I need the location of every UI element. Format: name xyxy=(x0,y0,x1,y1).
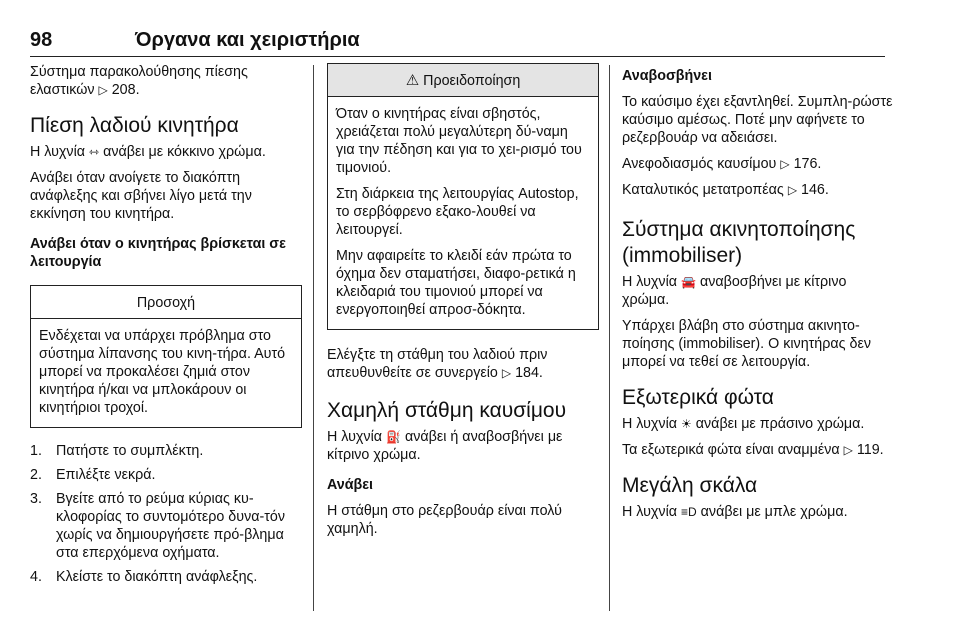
page-link[interactable]: 184. xyxy=(515,365,543,381)
oil-can-icon: ⇿ xyxy=(89,145,100,159)
tpms-reference: Σύστημα παρακολούθησης πίεσης ελαστικών ▷ 208. xyxy=(30,64,248,98)
fuel-lamp-description: Η λυχνία ⛽ ανάβει ή αναβοσβήνει με κίτρινο χρώμα. xyxy=(327,429,563,463)
section-heading-immobiliser: Σύστημα ακινητοποίησης (immobiliser) xyxy=(622,218,856,267)
fuel-flashing-text: Το καύσιμο έχει εξαντληθεί. Συμπλη-ρώστε καύσιμο αμέσως. Ποτέ μην αφήνετε το ρεζερβουάρ να αδειάσει. xyxy=(622,94,893,146)
subheading-lit: Ανάβει xyxy=(327,477,374,493)
page-link[interactable]: 146. xyxy=(801,182,829,198)
arrow-reference-icon: ▷ xyxy=(98,83,108,97)
arrow-reference-icon: ▷ xyxy=(501,366,512,380)
fuel-pump-icon: ⛽ xyxy=(386,430,401,444)
refuel-reference: Ανεφοδιασμός καυσίμου ▷ 176. xyxy=(622,156,822,172)
arrow-reference-icon: ▷ xyxy=(780,157,790,171)
section-heading-exterior-lights: Εξωτερικά φώτα xyxy=(622,386,774,409)
warning-title: Προειδοποίηση xyxy=(423,73,521,89)
page-link[interactable]: 119. xyxy=(856,442,884,458)
catalytic-reference: Καταλυτικός μετατροπέας ▷ 146. xyxy=(622,182,829,198)
page-link[interactable]: 208. xyxy=(111,82,140,98)
caution-text: Ενδέχεται να υπάρχει πρόβλημα στο σύστημα λίπανσης του κινη-τήρα. Αυτό μπορεί να προκαλέσει ζημιά στον κινητήρα ή/και να μπλοκάρουν οι κινητήριοι τροχοί. xyxy=(39,328,286,416)
car-key-icon: 🚘 xyxy=(681,275,696,289)
section-heading-high-beam: Μεγάλη σκάλα xyxy=(622,474,758,497)
column-left xyxy=(30,63,302,592)
immobiliser-fault-text: Υπάρχει βλάβη στο σύστημα ακινητο-ποίησης (immobiliser). Ο κινητήρας δεν μπορεί να τεθεί σε λειτουργία. xyxy=(622,318,871,370)
page-title: Όργανα και χειριστήρια xyxy=(135,29,360,51)
arrow-reference-icon: ▷ xyxy=(787,183,798,197)
list-item: 1. Πατήστε το συμπλέκτη. xyxy=(30,443,204,459)
warning-text: Μην αφαιρείτε το κλειδί εάν πρώτα το όχημα δεν σταματήσει, διαφο-ρετικά η κλειδαριά του τιμονιού μπορεί να ενεργοποιηθεί απροσ-δόκητα. xyxy=(336,248,576,318)
caution-box xyxy=(30,285,302,428)
section-heading-oil-pressure: Πίεση λαδιού κινητήρα xyxy=(30,114,239,137)
oil-check-reference: Ελέγξτε τη στάθμη του λαδιού πριν απευθυνθείτε σε συνεργείο ▷ 184. xyxy=(327,347,548,381)
column-right xyxy=(622,63,894,529)
immobiliser-lamp-description: Η λυχνία 🚘 αναβοσβήνει με κίτρινο χρώμα. xyxy=(622,274,847,308)
column-divider xyxy=(609,65,610,611)
column-middle xyxy=(327,63,599,546)
list-item: 4. Κλείστε το διακόπτη ανάφλεξης. xyxy=(30,569,258,585)
oil-lamp-behaviour: Ανάβει όταν ανοίγετε το διακόπτη ανάφλεξης και σβήνει λίγο μετά την εκκίνηση του κινητήρα. xyxy=(30,170,252,222)
arrow-reference-icon: ▷ xyxy=(843,443,853,457)
page-header xyxy=(30,26,885,57)
warning-text: Όταν ο κινητήρας είναι σβηστός, χρειάζεται πολύ μεγαλύτερη δύ-ναμη για την πέδηση και για το χει-ρισμό του τιμονιού. xyxy=(336,106,582,176)
high-beam-lamp-description: Η λυχνία ≡D ανάβει με μπλε χρώμα. xyxy=(622,504,848,520)
steps-list xyxy=(30,442,302,586)
high-beam-icon: ≡D xyxy=(681,505,697,519)
list-item: 3. Βγείτε από το ρεύμα κύριας κυ-κλοφορίας το συντομότερο δυνα-τόν χωρίς να δημιουργήσετε πρό-βλημα στα επερχόμενα οχήματα. xyxy=(30,491,286,561)
warning-text: Στη διάρκεια της λειτουργίας Autostop, το σερβόφρενο εξακο-λουθεί να λειτουργεί. xyxy=(336,186,579,238)
column-divider xyxy=(313,65,314,611)
warning-box xyxy=(327,63,599,330)
lights-reference: Τα εξωτερικά φώτα είναι αναμμένα ▷ 119. xyxy=(622,442,884,458)
section-heading-low-fuel: Χαμηλή στάθμη καυσίμου xyxy=(327,399,567,422)
page-link[interactable]: 176. xyxy=(793,156,822,172)
oil-lamp-description: Η λυχνία ⇿ ανάβει με κόκκινο χρώμα. xyxy=(30,144,266,160)
subheading-flashing: Αναβοσβήνει xyxy=(622,68,712,84)
warning-triangle-icon: ⚠ xyxy=(405,72,420,89)
warning-header xyxy=(328,64,598,97)
list-item: 2. Επιλέξτε νεκρά. xyxy=(30,467,156,483)
subheading-engine-running: Ανάβει όταν ο κινητήρας βρίσκεται σε λειτουργία xyxy=(30,236,286,270)
page-number: 98 xyxy=(30,29,53,51)
exterior-lights-icon: ☀ xyxy=(681,417,692,431)
fuel-lit-text: Η στάθμη στο ρεζερβουάρ είναι πολύ χαμηλή. xyxy=(327,503,562,537)
caution-title: Προσοχή xyxy=(31,286,301,319)
lights-lamp-description: Η λυχνία ☀ ανάβει με πράσινο χρώμα. xyxy=(622,416,865,432)
